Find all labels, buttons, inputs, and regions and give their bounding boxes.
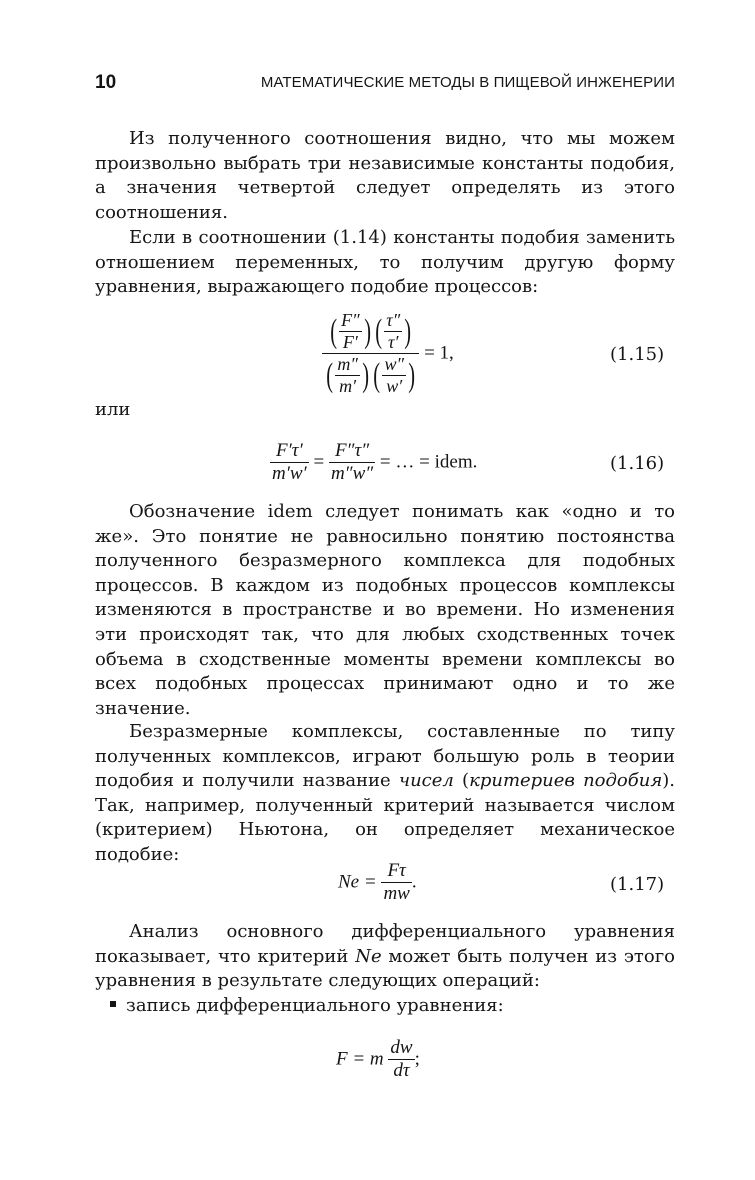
paragraph-4: Безразмерные комплексы, составленные по типу полученных комплексов, играют большую роль в теории подобия и получили название чисел (критериев подобия). Так, например, полученный критерий называется числом (критерием) Ньютона, он определяет механическое подобие: (95, 721, 676, 865)
bullet-item-1: запись дифференциального уравнения: (110, 995, 504, 1016)
page-number: 10 (95, 72, 117, 93)
equation-number-1-16: (1.16) (610, 453, 665, 474)
equation-newton-law: F = m $\frac{dw}{d\tau}$ ; (336, 1037, 420, 1081)
or-word: или (95, 399, 131, 420)
equation-1-15: ( $\frac{F''}{F'}$ ) ( $\frac{\tau''}{\tau'}$ ) ( $\frac{m''}{m'}$ ) ( $\frac{w''}{w'}$ ) = 1, (322, 310, 454, 397)
running-title: МАТЕМАТИЧЕСКИЕ МЕТОДЫ В ПИЩЕВОЙ ИНЖЕНЕРИИ (260, 74, 675, 91)
bullet-square-icon (110, 1001, 116, 1007)
paragraph-5: Анализ основного дифференциального уравнения показывает, что критерий Ne может быть получен из этого уравнения в результате следующих операций: (95, 921, 675, 992)
running-header (95, 72, 675, 98)
paragraph-2: Если в соотношении (1.14) константы подобия заменить отношением переменных, то получим другую форму уравнения, выражающего подобие процессов: (95, 227, 675, 298)
equation-number-1-15: (1.15) (610, 344, 665, 365)
paragraph-1: Из полученного соотношения видно, что мы можем произвольно выбрать три независимые константы подобия, а значения четвертой следует определять из этого соотношения. (95, 128, 675, 223)
equation-number-1-17: (1.17) (610, 874, 665, 895)
equation-1-17: Ne = $\frac{F\tau}{mw}$ . (338, 860, 417, 904)
equation-1-16: $\frac{F'\tau'}{m'w'}$ = $\frac{F''\tau''}{m''w''}$ = … = idem. (272, 440, 478, 484)
paragraph-3: Обозначение idem следует понимать как «одно и то же». Это понятие не равносильно понятию постоянства полученного безразмерного комплекса для подобных процессов. В каждом из подобных процессов комплексы изменяются в пространстве и во времени. Но изменения эти происходят так, что для любых сходственных точек объема в сходственные моменты времени комплексы во всех подобных процессах принимают одно и то же значение. (95, 501, 675, 719)
